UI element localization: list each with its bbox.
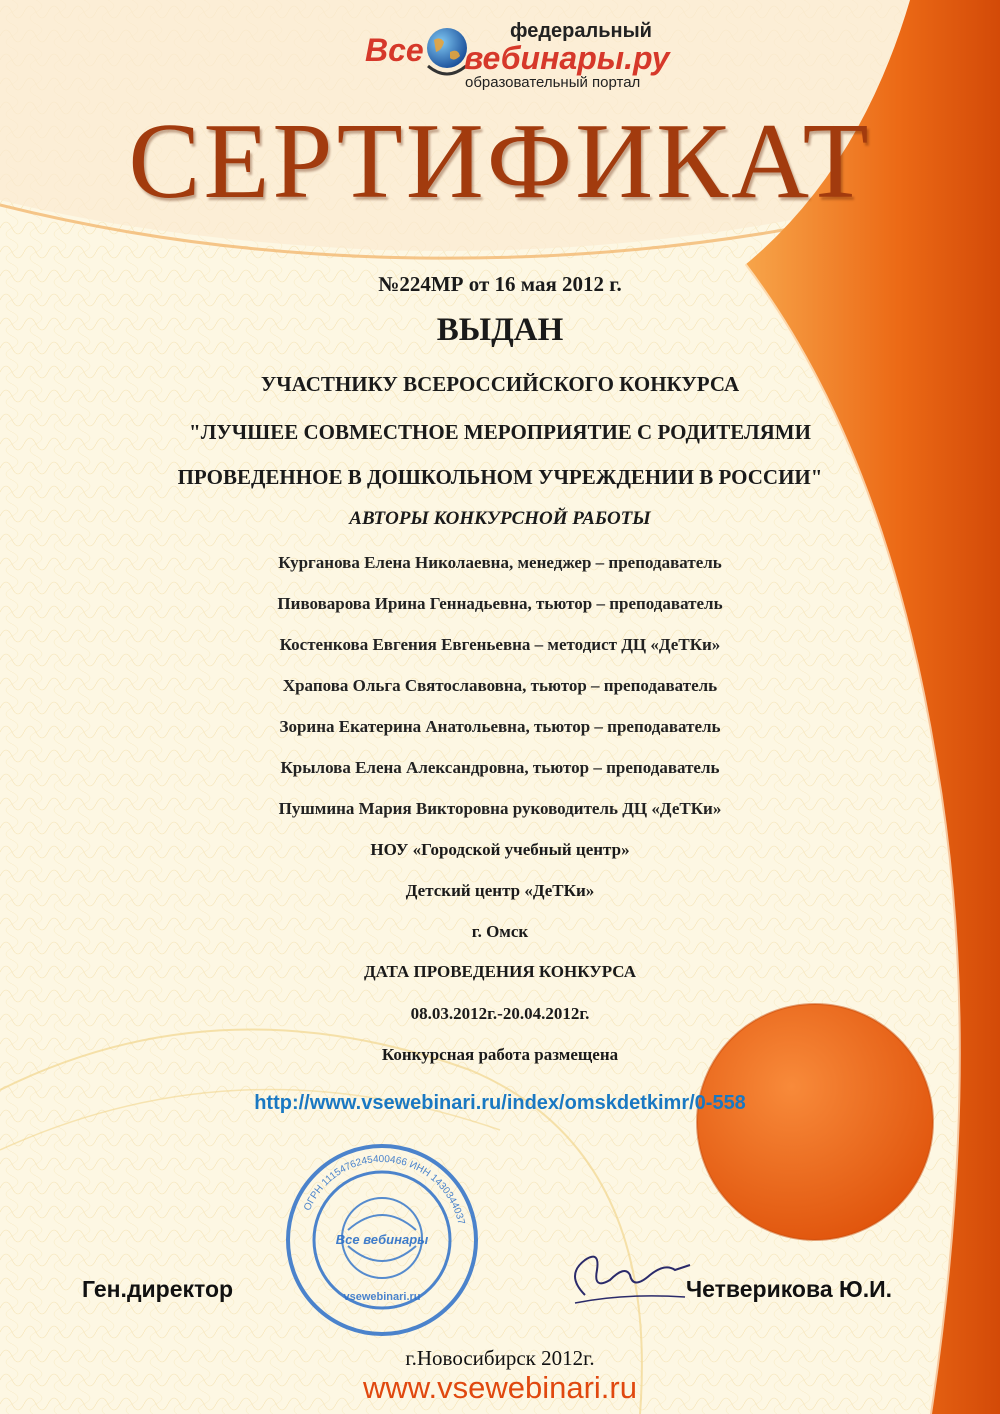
- competition-line-2: "ЛУЧШЕЕ СОВМЕСТНОЕ МЕРОПРИЯТИЕ С РОДИТЕЛЯМИ: [189, 420, 811, 444]
- organization: НОУ «Городской учебный центр»: [370, 840, 630, 859]
- director-name: Четверикова Ю.И.: [686, 1276, 893, 1302]
- director-label: Ген.директор: [82, 1276, 234, 1302]
- seal-stamp: [282, 1140, 482, 1340]
- author-item: Костенкова Евгения Евгеньевна – методист ДЦ «ДеТКи»: [279, 635, 721, 654]
- certificate-number: №224МР от 16 мая 2012 г.: [378, 272, 622, 296]
- issue-place: г.Новосибирск 2012г.: [405, 1346, 595, 1370]
- portal-logo: [360, 18, 670, 108]
- children-center: Детский центр «ДеТКи»: [405, 881, 595, 900]
- author-item: Курганова Елена Николаевна, менеджер – преподаватель: [278, 553, 722, 572]
- logo-text-federal: федеральный: [510, 20, 652, 42]
- date-label: ДАТА ПРОВЕДЕНИЯ КОНКУРСА: [363, 962, 637, 981]
- work-url-link[interactable]: http://www.vsewebinari.ru/index/omskdetkimr/0-558: [254, 1092, 746, 1114]
- logo-text-left: Все: [365, 32, 424, 68]
- competition-line-3: ПРОВЕДЕННОЕ В ДОШКОЛЬНОМ УЧРЕЖДЕНИИ В РОССИИ": [177, 465, 823, 489]
- city: г. Омск: [471, 922, 529, 941]
- author-item: Зорина Екатерина Анатольевна, тьютор – преподаватель: [279, 717, 721, 736]
- authors-list: [0, 552, 1000, 839]
- authors-heading: АВТОРЫ КОНКУРСНОЙ РАБОТЫ: [349, 508, 651, 529]
- issued-label: ВЫДАН: [436, 312, 564, 348]
- stamp-site-text: vsewebinari.ru: [343, 1291, 421, 1303]
- competition-line-1: УЧАСТНИКУ ВСЕРОССИЙСКОГО КОНКУРСА: [260, 372, 740, 396]
- author-item: Пушмина Мария Викторовна руководитель ДЦ «ДеТКи»: [278, 799, 722, 818]
- website-link[interactable]: www.vsewebinari.ru: [363, 1370, 637, 1405]
- author-item: Храпова Ольга Святославовна, тьютор – преподаватель: [282, 676, 718, 695]
- signature-mark: [555, 1235, 695, 1315]
- stamp-ring-text: ОГРН 1115476245400466 ИНН 1430344037: [302, 1153, 467, 1226]
- placed-label: Конкурсная работа размещена: [381, 1045, 619, 1064]
- stamp-center-text: Все вебинары: [335, 1232, 429, 1247]
- author-item: Крылова Елена Александровна, тьютор – преподаватель: [280, 758, 720, 777]
- certificate-title: СЕРТИФИКАТ: [128, 102, 872, 221]
- author-item: Пивоварова Ирина Геннадьевна, тьютор – преподаватель: [277, 594, 723, 613]
- competition-dates: 08.03.2012г.-20.04.2012г.: [410, 1004, 590, 1023]
- logo-text-right: вебинары.ру: [464, 40, 670, 76]
- logo-subtitle: образовательный портал: [465, 74, 641, 91]
